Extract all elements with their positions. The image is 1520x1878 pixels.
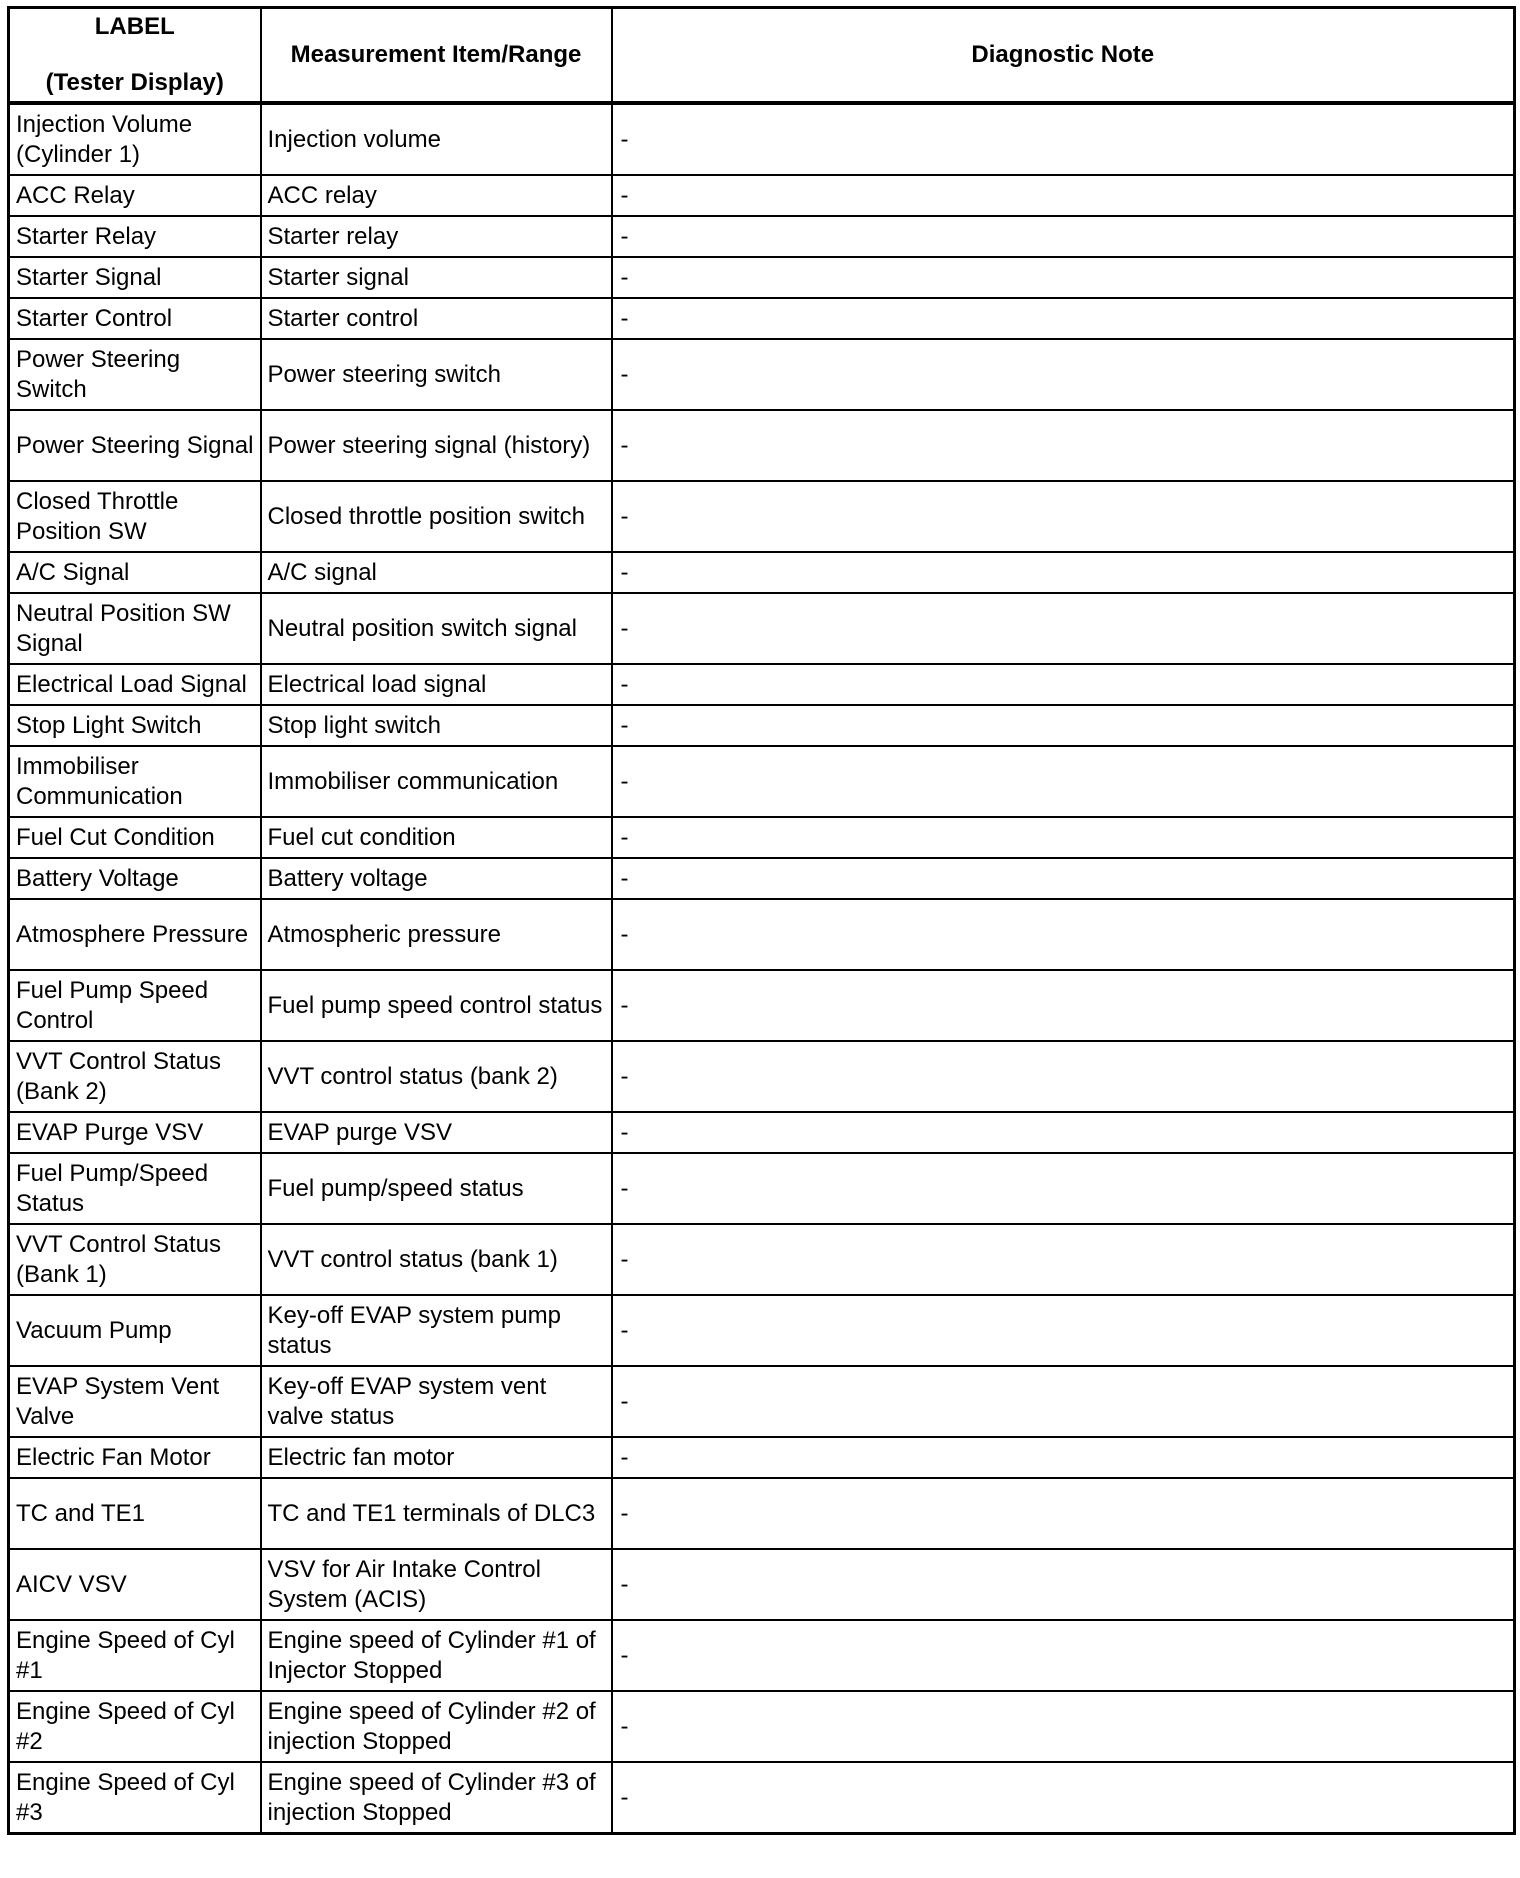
cell-note: - (612, 1112, 1515, 1153)
cell-note: - (612, 1366, 1515, 1437)
cell-measurement: Engine speed of Cylinder #2 of injection Stopped (261, 1691, 612, 1762)
cell-measurement: Power steering switch (261, 339, 612, 410)
cell-note: - (612, 175, 1515, 216)
cell-measurement: Battery voltage (261, 858, 612, 899)
cell-measurement: Injection volume (261, 103, 612, 175)
table-row (9, 664, 1515, 705)
cell-label: Fuel Pump Speed Control (9, 970, 261, 1041)
table-body (9, 103, 1515, 1834)
cell-measurement: Power steering signal (history) (261, 410, 612, 481)
cell-note: - (612, 552, 1515, 593)
cell-measurement: Starter relay (261, 216, 612, 257)
cell-measurement: Closed throttle position switch (261, 481, 612, 552)
cell-measurement: Neutral position switch signal (261, 593, 612, 664)
table-row (9, 1366, 1515, 1437)
table-row (9, 593, 1515, 664)
cell-measurement: Engine speed of Cylinder #1 of Injector Stopped (261, 1620, 612, 1691)
cell-note: - (612, 1295, 1515, 1366)
cell-label: Electrical Load Signal (9, 664, 261, 705)
table-row (9, 970, 1515, 1041)
table-row (9, 552, 1515, 593)
cell-label: TC and TE1 (9, 1478, 261, 1549)
cell-measurement: ACC relay (261, 175, 612, 216)
table-row (9, 1437, 1515, 1478)
table-row (9, 1041, 1515, 1112)
cell-measurement: Starter control (261, 298, 612, 339)
cell-note: - (612, 970, 1515, 1041)
cell-note: - (612, 858, 1515, 899)
cell-note: - (612, 664, 1515, 705)
cell-measurement: Starter signal (261, 257, 612, 298)
cell-label: Immobiliser Communication (9, 746, 261, 817)
tester-data-table (7, 6, 1516, 1835)
table-row (9, 1295, 1515, 1366)
cell-measurement: Key-off EVAP system pump status (261, 1295, 612, 1366)
cell-measurement: Fuel cut condition (261, 817, 612, 858)
cell-note: - (612, 746, 1515, 817)
cell-label: Atmosphere Pressure (9, 899, 261, 970)
table-row (9, 410, 1515, 481)
cell-note: - (612, 1620, 1515, 1691)
cell-label: Battery Voltage (9, 858, 261, 899)
cell-label: Fuel Cut Condition (9, 817, 261, 858)
cell-note: - (612, 257, 1515, 298)
cell-note: - (612, 1549, 1515, 1620)
header-label-line1: LABEL (94, 13, 175, 40)
cell-label: Starter Control (9, 298, 261, 339)
table-row (9, 1549, 1515, 1620)
table-row (9, 1112, 1515, 1153)
cell-measurement: EVAP purge VSV (261, 1112, 612, 1153)
cell-measurement: Atmospheric pressure (261, 899, 612, 970)
table-row (9, 817, 1515, 858)
cell-label: Fuel Pump/Speed Status (9, 1153, 261, 1224)
cell-label: AICV VSV (9, 1549, 261, 1620)
cell-note: - (612, 1691, 1515, 1762)
cell-label: Engine Speed of Cyl #1 (9, 1620, 261, 1691)
header-label (9, 8, 261, 104)
table-row (9, 746, 1515, 817)
cell-label: ACC Relay (9, 175, 261, 216)
table-row (9, 103, 1515, 175)
table-row (9, 339, 1515, 410)
cell-label: Electric Fan Motor (9, 1437, 261, 1478)
table-row (9, 481, 1515, 552)
cell-measurement: VVT control status (bank 1) (261, 1224, 612, 1295)
cell-measurement: VSV for Air Intake Control System (ACIS) (261, 1549, 612, 1620)
table-row (9, 298, 1515, 339)
table-row (9, 705, 1515, 746)
cell-note: - (612, 1153, 1515, 1224)
cell-measurement: Electric fan motor (261, 1437, 612, 1478)
cell-label: VVT Control Status (Bank 1) (9, 1224, 261, 1295)
header-label-line2: (Tester Display) (45, 69, 224, 96)
table-row (9, 216, 1515, 257)
table-row (9, 1762, 1515, 1834)
table-row (9, 1153, 1515, 1224)
header-measurement: Measurement Item/Range (261, 8, 612, 104)
cell-label: Stop Light Switch (9, 705, 261, 746)
cell-label: Power Steering Signal (9, 410, 261, 481)
cell-label: Vacuum Pump (9, 1295, 261, 1366)
cell-measurement: VVT control status (bank 2) (261, 1041, 612, 1112)
cell-note: - (612, 410, 1515, 481)
header-diagnostic-note: Diagnostic Note (612, 8, 1515, 104)
table-row (9, 175, 1515, 216)
table-row (9, 899, 1515, 970)
cell-note: - (612, 339, 1515, 410)
cell-label: Power Steering Switch (9, 339, 261, 410)
cell-measurement: Engine speed of Cylinder #3 of injection Stopped (261, 1762, 612, 1834)
cell-label: Starter Relay (9, 216, 261, 257)
cell-label: Injection Volume (Cylinder 1) (9, 103, 261, 175)
cell-label: EVAP Purge VSV (9, 1112, 261, 1153)
cell-label: EVAP System Vent Valve (9, 1366, 261, 1437)
table-row (9, 1478, 1515, 1549)
cell-label: Closed Throttle Position SW (9, 481, 261, 552)
cell-note: - (612, 593, 1515, 664)
cell-label: Engine Speed of Cyl #3 (9, 1762, 261, 1834)
cell-measurement: A/C signal (261, 552, 612, 593)
cell-note: - (612, 1041, 1515, 1112)
cell-measurement: Fuel pump/speed status (261, 1153, 612, 1224)
header-row (9, 8, 1515, 104)
cell-note: - (612, 103, 1515, 175)
cell-measurement: Stop light switch (261, 705, 612, 746)
cell-label: Neutral Position SW Signal (9, 593, 261, 664)
cell-note: - (612, 705, 1515, 746)
cell-note: - (612, 1437, 1515, 1478)
cell-note: - (612, 1478, 1515, 1549)
cell-label: A/C Signal (9, 552, 261, 593)
cell-measurement: Immobiliser communication (261, 746, 612, 817)
cell-measurement: Electrical load signal (261, 664, 612, 705)
cell-label: VVT Control Status (Bank 2) (9, 1041, 261, 1112)
cell-note: - (612, 298, 1515, 339)
table-row (9, 1224, 1515, 1295)
cell-note: - (612, 1224, 1515, 1295)
cell-note: - (612, 481, 1515, 552)
cell-label: Starter Signal (9, 257, 261, 298)
table-row (9, 858, 1515, 899)
table-header (9, 8, 1515, 104)
table-row (9, 1691, 1515, 1762)
cell-label: Engine Speed of Cyl #2 (9, 1691, 261, 1762)
cell-note: - (612, 817, 1515, 858)
cell-note: - (612, 1762, 1515, 1834)
cell-measurement: Fuel pump speed control status (261, 970, 612, 1041)
table-row (9, 257, 1515, 298)
cell-measurement: Key-off EVAP system vent valve status (261, 1366, 612, 1437)
cell-note: - (612, 216, 1515, 257)
table-row (9, 1620, 1515, 1691)
cell-measurement: TC and TE1 terminals of DLC3 (261, 1478, 612, 1549)
cell-note: - (612, 899, 1515, 970)
